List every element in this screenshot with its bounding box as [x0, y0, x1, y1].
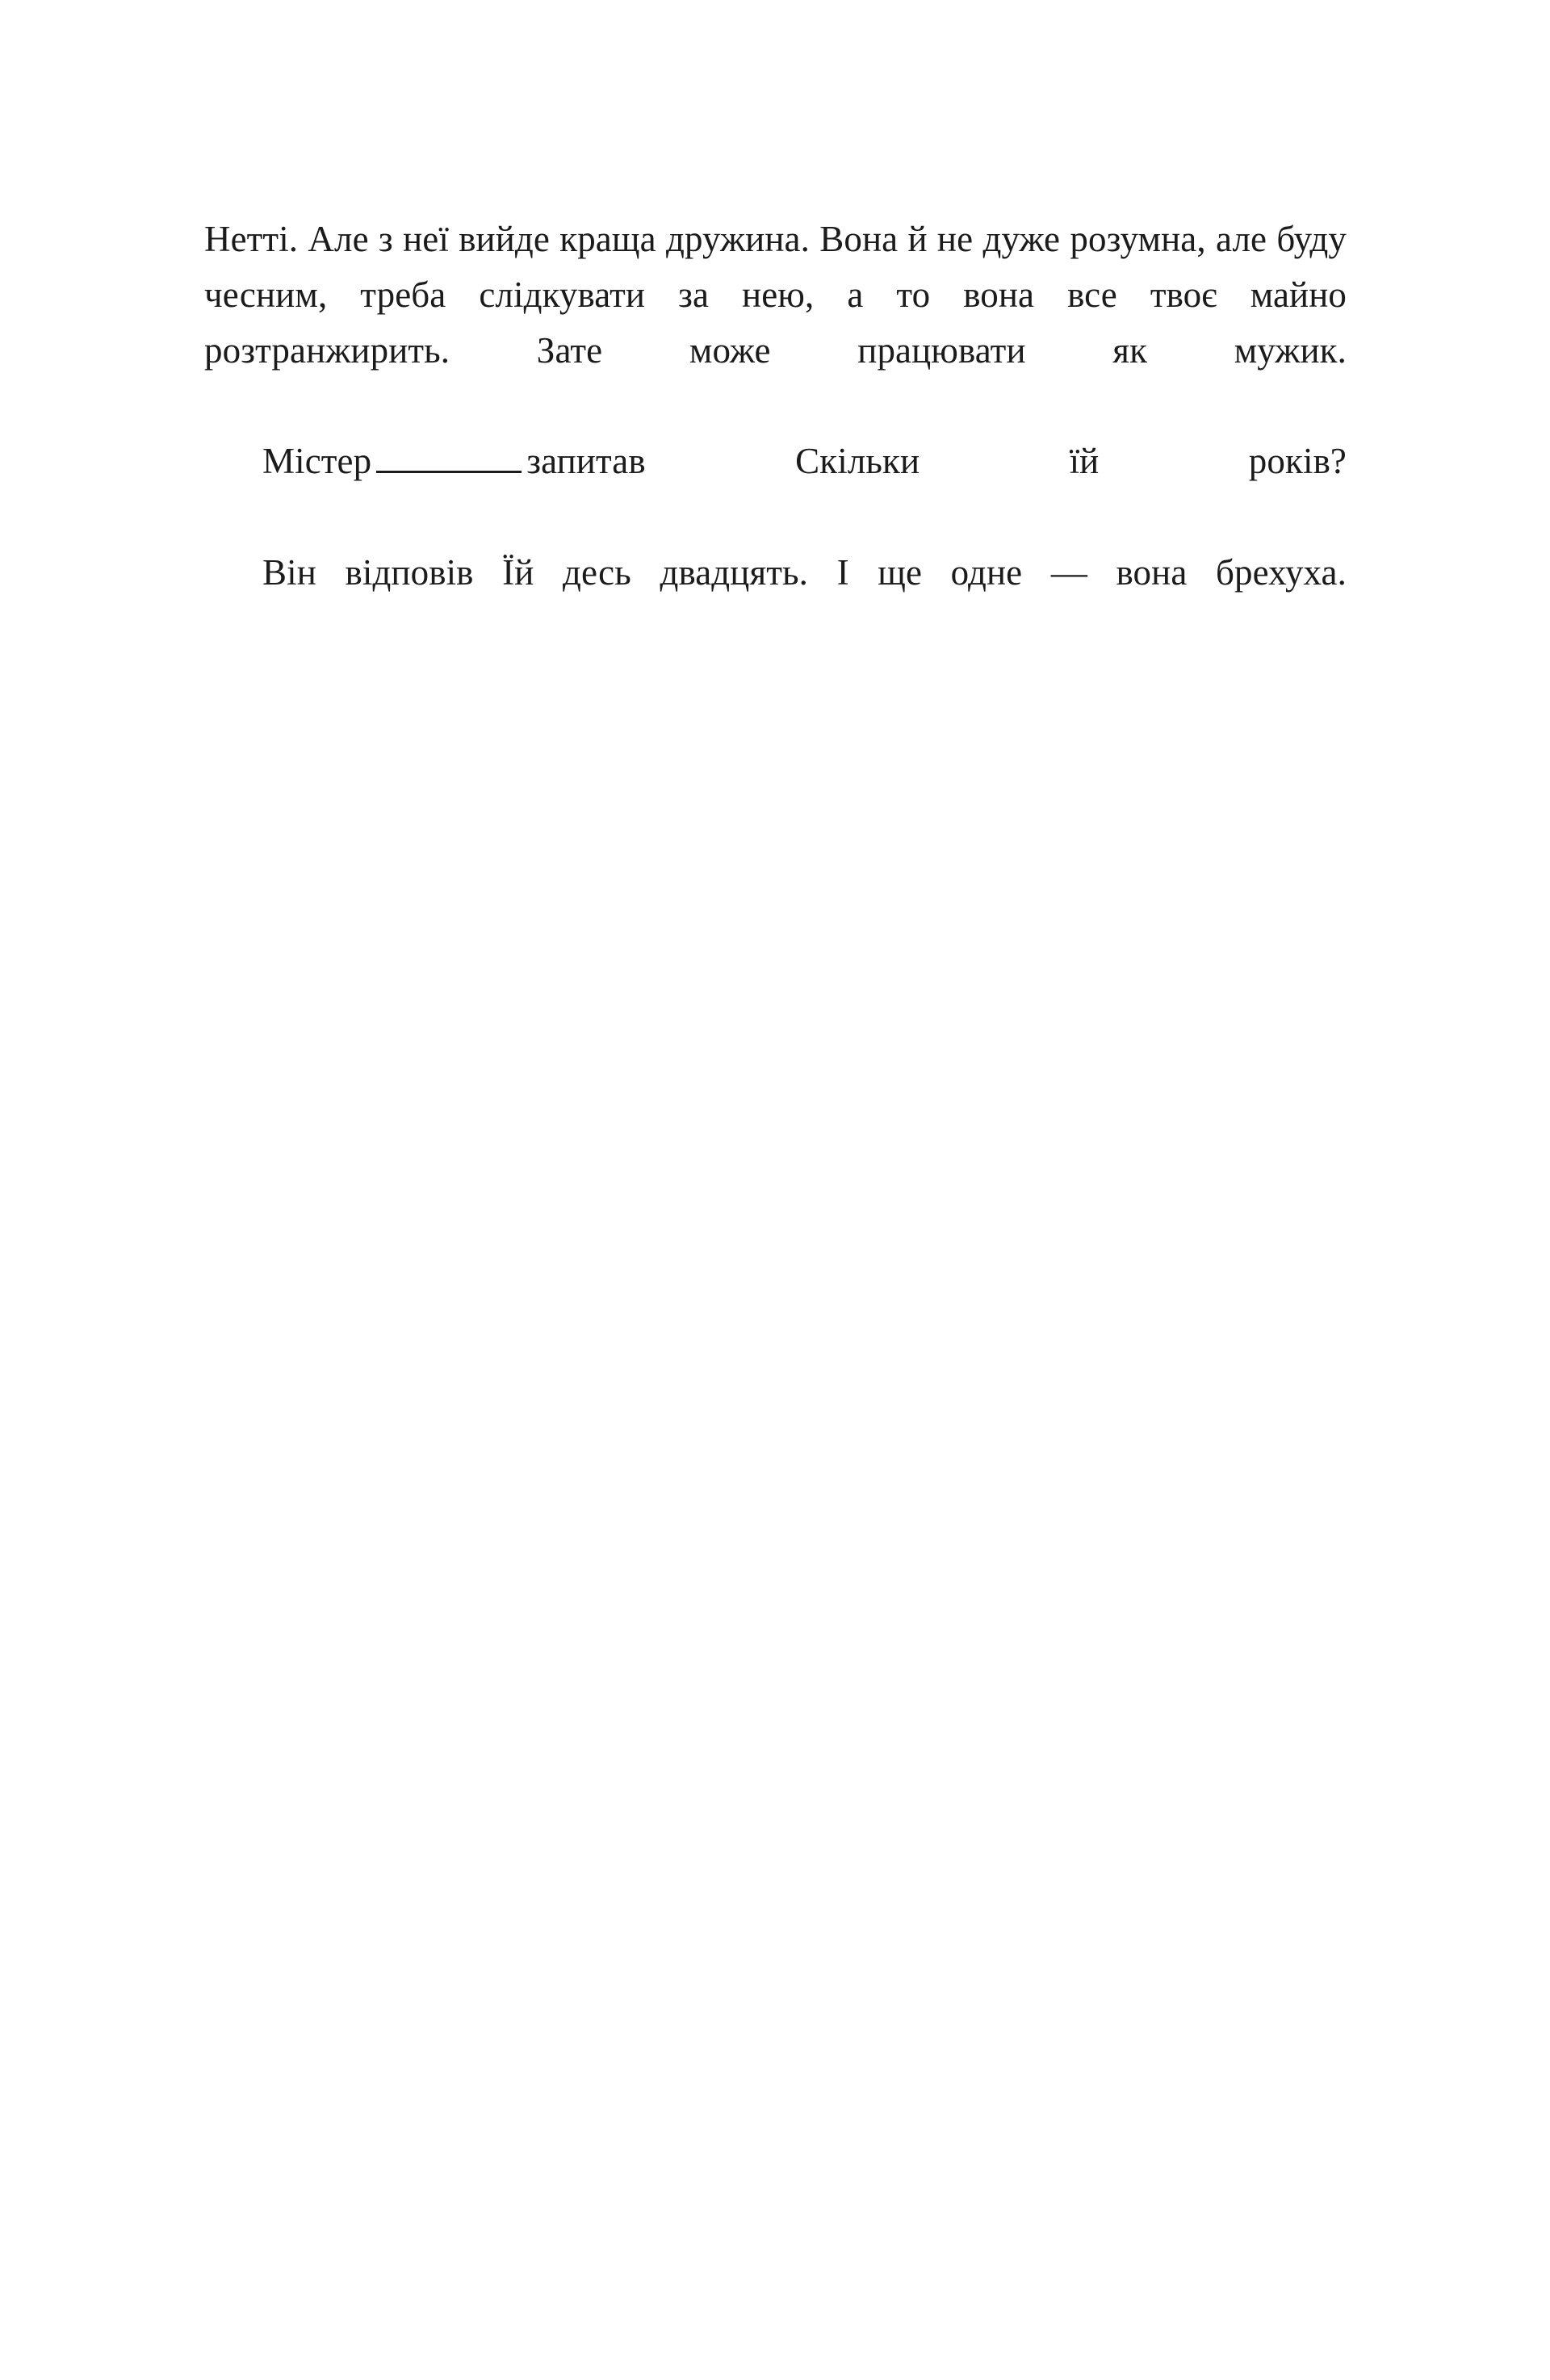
paragraph-1: Нетті. Але з неї вийде краща дружина. Вона й не дуже розумна, але буду чесним, треба слідкувати за нею, а то вона все твоє майно розтранжирить. Зате може працювати як мужик.	[204, 219, 1347, 371]
paragraph-2	[204, 434, 1347, 545]
paragraph-2-text-after-blank: запитав Скільки їй років?	[526, 441, 1347, 482]
paragraph-3: Він відповів Їй десь двадцять. І ще одне — вона брехуха.	[262, 552, 1347, 593]
redacted-name-blank	[376, 445, 522, 473]
body-text-block	[204, 212, 1347, 656]
paragraph-2-text-before-blank: Містер	[262, 441, 372, 482]
